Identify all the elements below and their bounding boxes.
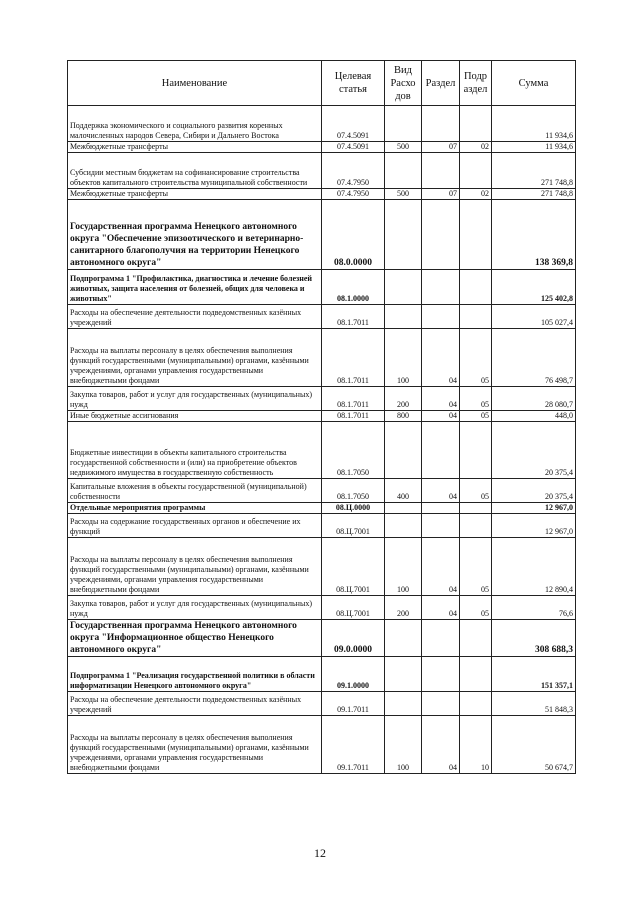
table-row	[68, 538, 576, 596]
row-expense-type	[385, 270, 422, 305]
row-name: Подпрограмма 1 "Реализация государственной политики в области информатизации Ненецкого автономного округа"	[68, 657, 322, 692]
row-subsection: 05	[460, 479, 492, 503]
row-subsection	[460, 200, 492, 270]
row-amount: 20 375,4	[492, 422, 576, 479]
row-section	[422, 106, 460, 142]
row-subsection: 05	[460, 596, 492, 620]
row-name: Межбюджетные трансферты	[68, 189, 322, 200]
row-expense-type: 500	[385, 142, 422, 153]
row-section: 04	[422, 596, 460, 620]
row-expense-type	[385, 620, 422, 657]
table-row	[68, 305, 576, 329]
row-section	[422, 503, 460, 514]
row-amount: 125 402,8	[492, 270, 576, 305]
row-amount: 271 748,8	[492, 153, 576, 189]
row-subsection: 02	[460, 142, 492, 153]
row-expense-type	[385, 514, 422, 538]
row-expense-type: 400	[385, 479, 422, 503]
table-row	[68, 329, 576, 387]
row-name: Расходы на содержание государственных органов и обеспечение их функций	[68, 514, 322, 538]
row-target-article: 08.Ц.7001	[322, 538, 385, 596]
row-section: 04	[422, 329, 460, 387]
row-expense-type	[385, 503, 422, 514]
row-amount: 12 890,4	[492, 538, 576, 596]
row-target-article: 07.4.7950	[322, 153, 385, 189]
row-target-article: 07.4.5091	[322, 142, 385, 153]
row-expense-type: 200	[385, 387, 422, 411]
row-section	[422, 657, 460, 692]
row-target-article: 08.1.7011	[322, 329, 385, 387]
row-target-article: 07.4.7950	[322, 189, 385, 200]
row-subsection	[460, 503, 492, 514]
row-target-article: 09.1.7011	[322, 716, 385, 774]
table-row	[68, 596, 576, 620]
row-target-article: 08.1.7050	[322, 422, 385, 479]
row-target-article: 07.4.5091	[322, 106, 385, 142]
row-name: Межбюджетные трансферты	[68, 142, 322, 153]
header-subsection: Подр аздел	[460, 61, 492, 106]
row-subsection: 10	[460, 716, 492, 774]
table-row	[68, 514, 576, 538]
row-expense-type	[385, 106, 422, 142]
row-target-article: 08.1.0000	[322, 270, 385, 305]
budget-table	[67, 60, 576, 774]
row-name: Расходы на выплаты персоналу в целях обеспечения выполнения функций государственными (муниципальными) органами, казёнными учреждениями, органами управления государственными внебюджетными фондами	[68, 329, 322, 387]
table-body	[68, 106, 576, 774]
table-row	[68, 411, 576, 422]
row-section	[422, 620, 460, 657]
row-section	[422, 270, 460, 305]
row-expense-type: 100	[385, 538, 422, 596]
row-subsection	[460, 692, 492, 716]
table-row	[68, 620, 576, 657]
row-amount: 28 080,7	[492, 387, 576, 411]
row-name: Капитальные вложения в объекты государственной (муниципальной) собственности	[68, 479, 322, 503]
table-row	[68, 716, 576, 774]
row-target-article: 08.Ц.0000	[322, 503, 385, 514]
row-subsection	[460, 657, 492, 692]
table-row	[68, 422, 576, 479]
row-subsection: 05	[460, 411, 492, 422]
row-subsection	[460, 106, 492, 142]
row-section	[422, 692, 460, 716]
row-expense-type: 100	[385, 329, 422, 387]
row-subsection: 02	[460, 189, 492, 200]
table-row	[68, 200, 576, 270]
row-name: Расходы на обеспечение деятельности подведомственных казённых учреждений	[68, 692, 322, 716]
table-row	[68, 142, 576, 153]
row-section: 04	[422, 716, 460, 774]
header-amount: Сумма	[492, 61, 576, 106]
row-amount: 271 748,8	[492, 189, 576, 200]
row-name: Поддержка экономического и социального развития коренных малочисленных народов Севера, Сибири и Дальнего Востока	[68, 106, 322, 142]
row-subsection: 05	[460, 329, 492, 387]
table-row	[68, 503, 576, 514]
row-expense-type	[385, 422, 422, 479]
row-section	[422, 153, 460, 189]
table-row	[68, 189, 576, 200]
row-expense-type: 100	[385, 716, 422, 774]
row-section: 07	[422, 142, 460, 153]
table-row	[68, 692, 576, 716]
row-section: 04	[422, 411, 460, 422]
row-amount: 12 967,0	[492, 503, 576, 514]
table-row	[68, 479, 576, 503]
row-target-article: 08.Ц.7001	[322, 514, 385, 538]
row-amount: 308 688,3	[492, 620, 576, 657]
row-target-article: 09.1.0000	[322, 657, 385, 692]
row-section: 04	[422, 479, 460, 503]
table-row	[68, 270, 576, 305]
row-name: Отдельные мероприятия программы	[68, 503, 322, 514]
row-amount: 20 375,4	[492, 479, 576, 503]
row-subsection	[460, 270, 492, 305]
row-subsection	[460, 153, 492, 189]
row-section	[422, 200, 460, 270]
header-section: Раздел	[422, 61, 460, 106]
row-target-article: 09.0.0000	[322, 620, 385, 657]
row-name: Закупка товаров, работ и услуг для государственных (муниципальных) нужд	[68, 387, 322, 411]
table-header-row	[68, 61, 576, 106]
row-section	[422, 514, 460, 538]
row-name: Иные бюджетные ассигнования	[68, 411, 322, 422]
row-amount: 138 369,8	[492, 200, 576, 270]
row-amount: 448,0	[492, 411, 576, 422]
row-section	[422, 422, 460, 479]
row-expense-type	[385, 153, 422, 189]
row-subsection	[460, 422, 492, 479]
row-name: Бюджетные инвестиции в объекты капитального строительства государственной собственности и (или) на приобретение объектов недвижимого имущества в государственную собственность	[68, 422, 322, 479]
row-amount: 51 848,3	[492, 692, 576, 716]
table-row	[68, 106, 576, 142]
row-name: Расходы на выплаты персоналу в целях обеспечения выполнения функций государственными (муниципальными) органами, казёнными учреждениями, органами управления государственными внебюджетными фондами	[68, 538, 322, 596]
header-name: Наименование	[68, 61, 322, 106]
row-name: Закупка товаров, работ и услуг для государственных (муниципальных) нужд	[68, 596, 322, 620]
row-expense-type: 200	[385, 596, 422, 620]
row-name: Подпрограмма 1 "Профилактика, диагностика и лечение болезней животных, защита населения от болезней, общих для человека и животных"	[68, 270, 322, 305]
row-section: 04	[422, 387, 460, 411]
row-amount: 151 357,1	[492, 657, 576, 692]
row-name: Государственная программа Ненецкого автономного округа "Обеспечение эпизоотического и ветеринарно-санитарного благополучия на территории Ненецкого автономного округа"	[68, 200, 322, 270]
row-subsection	[460, 620, 492, 657]
row-subsection	[460, 305, 492, 329]
row-expense-type	[385, 305, 422, 329]
row-amount: 76 498,7	[492, 329, 576, 387]
row-section: 07	[422, 189, 460, 200]
row-amount: 12 967,0	[492, 514, 576, 538]
table-row	[68, 153, 576, 189]
page-number: 12	[314, 846, 326, 860]
row-name: Субсидии местным бюджетам на софинансирование строительства объектов капитального строительства муниципальной собственности	[68, 153, 322, 189]
header-target-article: Целевая статья	[322, 61, 385, 106]
row-target-article: 08.1.7011	[322, 387, 385, 411]
table-row	[68, 387, 576, 411]
row-subsection	[460, 514, 492, 538]
header-expense-type: Вид Расхо дов	[385, 61, 422, 106]
row-name: Расходы на обеспечение деятельности подведомственных казённых учреждений	[68, 305, 322, 329]
row-subsection: 05	[460, 387, 492, 411]
row-expense-type: 800	[385, 411, 422, 422]
row-amount: 50 674,7	[492, 716, 576, 774]
row-name: Государственная программа Ненецкого автономного округа "Информационное общество Ненецкого автономного округа"	[68, 620, 322, 657]
row-amount: 11 934,6	[492, 142, 576, 153]
row-expense-type	[385, 200, 422, 270]
row-expense-type	[385, 657, 422, 692]
table-row	[68, 657, 576, 692]
row-expense-type	[385, 692, 422, 716]
row-amount: 11 934,6	[492, 106, 576, 142]
row-target-article: 08.0.0000	[322, 200, 385, 270]
row-target-article: 08.1.7050	[322, 479, 385, 503]
row-target-article: 08.Ц.7001	[322, 596, 385, 620]
row-amount: 105 027,4	[492, 305, 576, 329]
row-section: 04	[422, 538, 460, 596]
row-section	[422, 305, 460, 329]
row-amount: 76,6	[492, 596, 576, 620]
row-name: Расходы на выплаты персоналу в целях обеспечения выполнения функций государственными (муниципальными) органами, казёнными учреждениями, органами управления государственными внебюджетными фондами	[68, 716, 322, 774]
row-target-article: 09.1.7011	[322, 692, 385, 716]
row-subsection: 05	[460, 538, 492, 596]
row-target-article: 08.1.7011	[322, 411, 385, 422]
row-expense-type: 500	[385, 189, 422, 200]
row-target-article: 08.1.7011	[322, 305, 385, 329]
